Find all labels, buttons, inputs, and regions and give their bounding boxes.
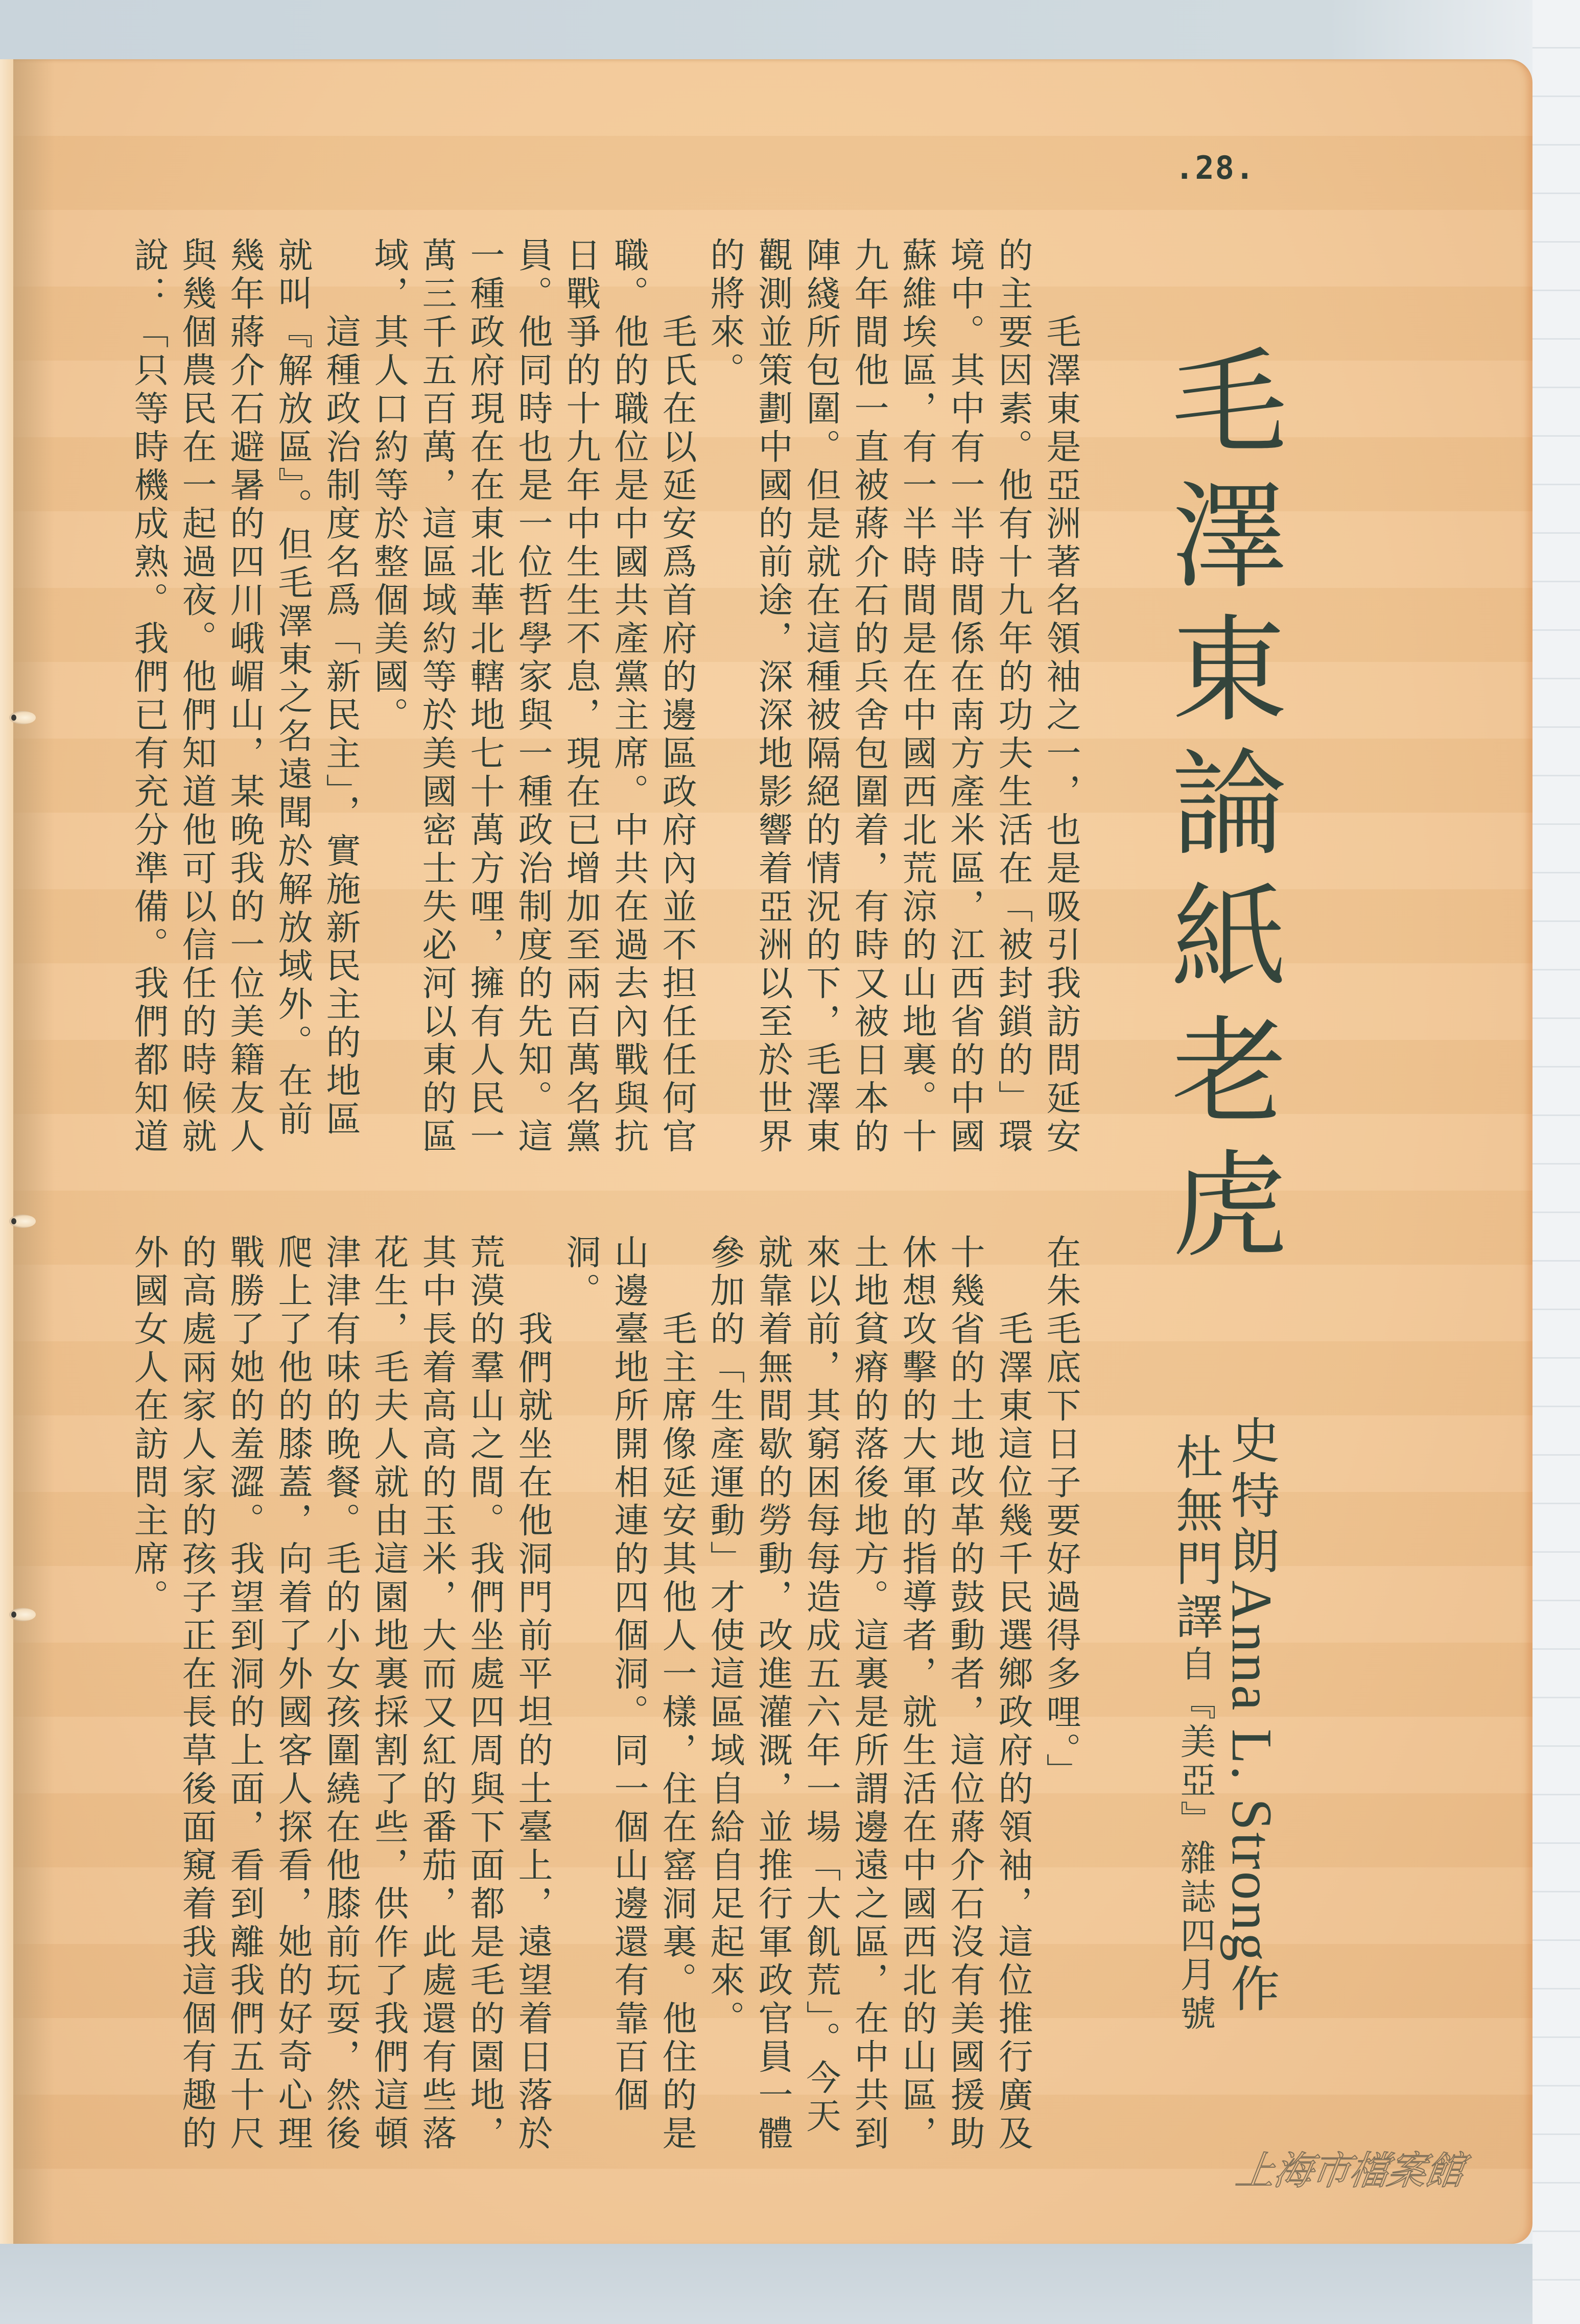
text-column: 的將來。 xyxy=(704,237,745,390)
text-column: 毛主席像延安其他人一樣，住在窰洞裏。他住的是 xyxy=(656,1311,697,2153)
text-column: 荒漠的羣山之間。我們坐處四周與下面都是毛的園地， xyxy=(464,1234,505,2153)
page-number: .28. xyxy=(1175,149,1256,186)
byline-author xyxy=(1220,1415,1283,2019)
text-column: 參加的「生產運動」才使這區域自給自足起來。 xyxy=(704,1234,745,2038)
text-column: 的主要因素。他有十九年的功夫生活在「被封鎖的」環 xyxy=(993,237,1033,1156)
text-column: 九年間他一直被蔣介石的兵舍包圍着，有時又被日本的 xyxy=(848,237,889,1156)
binding-hole xyxy=(9,1215,36,1228)
binding-hole xyxy=(9,1608,36,1621)
text-column: 毛澤東是亞洲著名領袖之一，也是吸引我訪問延安 xyxy=(1041,314,1081,1156)
text-column: 洞。 xyxy=(560,1234,601,1311)
text-column: 域，其人口約等於整個美國。 xyxy=(368,237,409,735)
text-column: 觀測並策劃中國的前途，深深地影響着亞洲以至於世界 xyxy=(752,237,793,1156)
text-column: 毛氏在以延安爲首府的邊區政府內並不担任任何官 xyxy=(656,314,697,1156)
text-column: 山邊臺地所開相連的四個洞。同一個山邊還有靠百個 xyxy=(608,1234,649,2115)
author-chinese-name: 史特朗 xyxy=(1223,1415,1280,1580)
binding-shadow xyxy=(13,59,54,2244)
article-title: 毛澤東論紙老虎 xyxy=(1152,341,1286,1278)
author-suffix: 作 xyxy=(1223,1963,1280,2019)
text-column: 一種政府現在在東北華北轄地七十萬方哩，擁有人民一 xyxy=(464,237,505,1156)
scanner-background-right xyxy=(1532,0,1580,2324)
text-column: 津津有味的晚餐。毛的小女孩圍繞在他膝前玩耍，然後 xyxy=(320,1234,361,2153)
text-column: 就靠着無間歇的勞動，改進灌溉，並推行軍政官員一體 xyxy=(752,1234,793,2153)
text-column: 戰勝了她的羞澀。我望到洞的上面，看到離我們五十尺 xyxy=(224,1234,265,2153)
text-column: 員。他同時也是一位哲學家與一種政治制度的先知。這 xyxy=(512,237,553,1156)
text-column: 外國女人在訪問主席。 xyxy=(128,1234,169,1617)
text-column: 爬上了他的膝蓋，向着了外國客人探看，她的好奇心理 xyxy=(272,1234,313,2153)
text-column: 就叫『解放區』。但毛澤東之名遠聞於解放域外。在前 xyxy=(272,237,313,1139)
text-column: 陣綫所包圍。但是就在這種被隔絕的情況的下，毛澤東 xyxy=(800,237,841,1156)
text-column: 境中。其中有一半時間係在南方產米區，江西省的中國 xyxy=(945,237,985,1156)
text-column: 蘇維埃區，有一半時間是在中國西北荒涼的山地裏。十 xyxy=(897,237,937,1156)
scanner-background-bottom xyxy=(0,2244,1532,2324)
translator-name: 杜無門譯 xyxy=(1168,1433,1223,1645)
binding-hole xyxy=(9,711,36,724)
text-column: 這種政治制度名爲「新民主」，實施新民主的地區 xyxy=(320,314,361,1139)
text-column: 我們就坐在他洞門前平坦的土臺上，遠望着日落於 xyxy=(512,1311,553,2153)
archive-watermark: 上海市檔案館 xyxy=(1233,2148,1467,2193)
text-column: 花生，毛夫人就由這園地裏採割了些，供作了我們這頓 xyxy=(368,1234,409,2153)
text-column: 其中長着高高的玉米，大而又紅的番茄，此處還有些落 xyxy=(416,1234,457,2153)
text-column: 毛澤東這位幾千民選鄉政府的領袖，這位推行廣及 xyxy=(993,1311,1033,2153)
text-column: 在朱毛底下日子要好過得多哩。」 xyxy=(1041,1234,1081,1791)
text-column: 休想攻擊的大軍的指導者，就生活在中國西北的山區， xyxy=(897,1234,937,2153)
byline-translator xyxy=(1167,1433,1223,2033)
binding-edge xyxy=(0,59,13,2244)
text-column: 與幾個農民在一起過夜。他們知道他可以信任的時候就 xyxy=(176,237,217,1156)
text-column: 的高處兩家人家的孩子正在長草後面窺着我這個有趣的 xyxy=(176,1234,217,2153)
translation-source: 自『美亞』雜誌四月號 xyxy=(1174,1645,1216,2033)
text-column: 幾年蔣介石避暑的四川峨嵋山，某晚我的一位美籍友人 xyxy=(224,237,265,1156)
author-english-name: Anna L. Strong xyxy=(1220,1580,1283,1963)
text-column: 十幾省的土地改革的鼓動者，這位蔣介石沒有美國援助 xyxy=(945,1234,985,2153)
text-column: 來以前，其窮困每每造成五六年一場「大飢荒」。今天 xyxy=(800,1234,841,2136)
text-column: 土地貧瘠的落後地方。這裏是所謂邊遠之區，在中共到 xyxy=(848,1234,889,2153)
text-column: 萬三千五百萬，這區域約等於美國密士失必河以東的區 xyxy=(416,237,457,1156)
text-column: 日戰爭的十九年中生生不息，現在已增加至兩百萬名黨 xyxy=(560,237,601,1156)
text-column: 職。他的職位是中國共產黨主席。中共在過去內戰與抗 xyxy=(608,237,649,1156)
text-column: 說：「只等時機成熟。我們已有充分準備。我們都知道 xyxy=(128,237,169,1156)
